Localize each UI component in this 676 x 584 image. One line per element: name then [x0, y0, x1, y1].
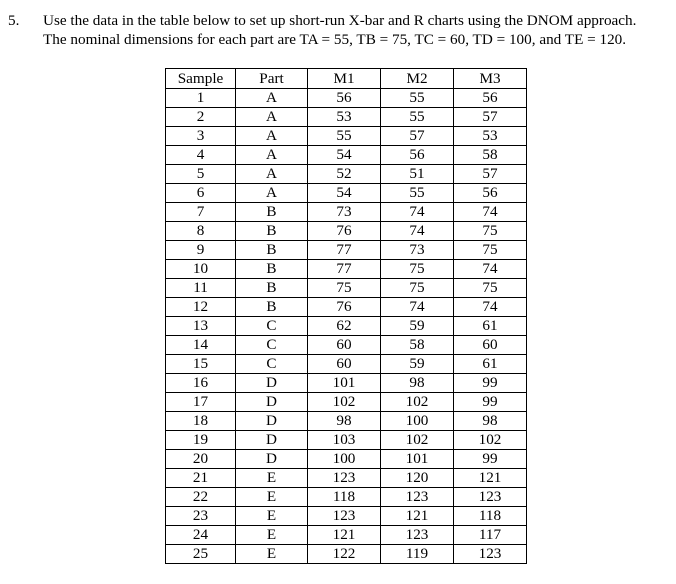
m1-cell: 52: [308, 165, 381, 184]
part-cell: A: [236, 146, 308, 165]
m2-cell: 59: [381, 317, 454, 336]
part-cell: D: [236, 431, 308, 450]
m1-cell: 121: [308, 526, 381, 545]
m2-cell: 55: [381, 89, 454, 108]
m1-cell: 60: [308, 336, 381, 355]
part-cell: A: [236, 108, 308, 127]
part-cell: C: [236, 355, 308, 374]
m1-cell: 103: [308, 431, 381, 450]
m1-cell: 76: [308, 222, 381, 241]
sample-cell: 7: [166, 203, 236, 222]
problem-text-line-2: The nominal dimensions for each part are TA = 55, TB = 75, TC = 60, TD = 100, and TE = 120.: [43, 31, 627, 48]
m2-cell: 75: [381, 279, 454, 298]
table-row: [166, 450, 527, 469]
sample-cell: 1: [166, 89, 236, 108]
m1-cell: 75: [308, 279, 381, 298]
part-cell: A: [236, 89, 308, 108]
table-row: [166, 507, 527, 526]
m3-cell: 58: [454, 146, 527, 165]
part-cell: B: [236, 203, 308, 222]
m2-cell: 74: [381, 203, 454, 222]
sample-cell: 8: [166, 222, 236, 241]
m3-cell: 75: [454, 241, 527, 260]
part-cell: D: [236, 412, 308, 431]
sample-cell: 19: [166, 431, 236, 450]
m3-cell: 99: [454, 393, 527, 412]
m1-cell: 101: [308, 374, 381, 393]
m2-cell: 74: [381, 222, 454, 241]
table-row: [166, 393, 527, 412]
table-row: [166, 526, 527, 545]
table-row: [166, 165, 527, 184]
column-header-m3: M3: [454, 69, 527, 89]
m1-cell: 123: [308, 507, 381, 526]
column-header-m2: M2: [381, 69, 454, 89]
m3-cell: 98: [454, 412, 527, 431]
part-cell: D: [236, 393, 308, 412]
m3-cell: 60: [454, 336, 527, 355]
part-cell: E: [236, 469, 308, 488]
m3-cell: 56: [454, 89, 527, 108]
part-cell: E: [236, 545, 308, 564]
column-header-sample: Sample: [166, 69, 236, 89]
sample-cell: 3: [166, 127, 236, 146]
problem-number: 5.: [8, 12, 20, 29]
table-row: [166, 412, 527, 431]
m1-cell: 55: [308, 127, 381, 146]
m1-cell: 98: [308, 412, 381, 431]
m3-cell: 123: [454, 488, 527, 507]
part-cell: B: [236, 279, 308, 298]
table-row: [166, 146, 527, 165]
table-body: [166, 89, 527, 564]
table-row: [166, 317, 527, 336]
table-row: [166, 298, 527, 317]
part-cell: A: [236, 165, 308, 184]
sample-cell: 23: [166, 507, 236, 526]
m2-cell: 55: [381, 108, 454, 127]
m3-cell: 57: [454, 108, 527, 127]
m3-cell: 75: [454, 279, 527, 298]
m3-cell: 121: [454, 469, 527, 488]
m2-cell: 55: [381, 184, 454, 203]
sample-cell: 18: [166, 412, 236, 431]
table-row: [166, 336, 527, 355]
m2-cell: 59: [381, 355, 454, 374]
part-cell: C: [236, 336, 308, 355]
m1-cell: 123: [308, 469, 381, 488]
m3-cell: 99: [454, 450, 527, 469]
table-row: [166, 108, 527, 127]
part-cell: B: [236, 222, 308, 241]
table-row: [166, 241, 527, 260]
table-row: [166, 203, 527, 222]
column-header-part: Part: [236, 69, 308, 89]
m1-cell: 118: [308, 488, 381, 507]
m3-cell: 74: [454, 203, 527, 222]
m1-cell: 77: [308, 260, 381, 279]
m3-cell: 118: [454, 507, 527, 526]
m2-cell: 123: [381, 488, 454, 507]
part-cell: E: [236, 526, 308, 545]
table-row: [166, 260, 527, 279]
part-cell: C: [236, 317, 308, 336]
m2-cell: 75: [381, 260, 454, 279]
m3-cell: 53: [454, 127, 527, 146]
m2-cell: 123: [381, 526, 454, 545]
sample-cell: 25: [166, 545, 236, 564]
data-table: [165, 68, 527, 564]
m2-cell: 74: [381, 298, 454, 317]
m2-cell: 56: [381, 146, 454, 165]
m3-cell: 75: [454, 222, 527, 241]
problem-text: [43, 11, 636, 49]
table-row: [166, 279, 527, 298]
sample-cell: 9: [166, 241, 236, 260]
sample-cell: 20: [166, 450, 236, 469]
m3-cell: 56: [454, 184, 527, 203]
sample-cell: 12: [166, 298, 236, 317]
m2-cell: 121: [381, 507, 454, 526]
m1-cell: 77: [308, 241, 381, 260]
sample-cell: 17: [166, 393, 236, 412]
table-row: [166, 431, 527, 450]
sample-cell: 21: [166, 469, 236, 488]
sample-cell: 14: [166, 336, 236, 355]
table-row: [166, 127, 527, 146]
m1-cell: 102: [308, 393, 381, 412]
m1-cell: 54: [308, 184, 381, 203]
sample-cell: 13: [166, 317, 236, 336]
sample-cell: 16: [166, 374, 236, 393]
m2-cell: 51: [381, 165, 454, 184]
part-cell: E: [236, 507, 308, 526]
m1-cell: 122: [308, 545, 381, 564]
m2-cell: 57: [381, 127, 454, 146]
m3-cell: 123: [454, 545, 527, 564]
part-cell: A: [236, 127, 308, 146]
m2-cell: 120: [381, 469, 454, 488]
m3-cell: 61: [454, 355, 527, 374]
m2-cell: 73: [381, 241, 454, 260]
table-row: [166, 374, 527, 393]
sample-cell: 5: [166, 165, 236, 184]
table-row: [166, 89, 527, 108]
sample-cell: 11: [166, 279, 236, 298]
m3-cell: 102: [454, 431, 527, 450]
m1-cell: 73: [308, 203, 381, 222]
sample-cell: 6: [166, 184, 236, 203]
m3-cell: 117: [454, 526, 527, 545]
sample-cell: 2: [166, 108, 236, 127]
part-cell: E: [236, 488, 308, 507]
m1-cell: 56: [308, 89, 381, 108]
m3-cell: 74: [454, 260, 527, 279]
part-cell: D: [236, 450, 308, 469]
part-cell: B: [236, 298, 308, 317]
part-cell: B: [236, 241, 308, 260]
problem-text-line-1: Use the data in the table below to set up short-run X-bar and R charts using the DNOM approach.: [43, 12, 637, 29]
sample-cell: 22: [166, 488, 236, 507]
m2-cell: 102: [381, 431, 454, 450]
m1-cell: 76: [308, 298, 381, 317]
m2-cell: 101: [381, 450, 454, 469]
m3-cell: 99: [454, 374, 527, 393]
m3-cell: 61: [454, 317, 527, 336]
table-row: [166, 355, 527, 374]
sample-cell: 4: [166, 146, 236, 165]
m2-cell: 98: [381, 374, 454, 393]
m1-cell: 53: [308, 108, 381, 127]
sample-cell: 15: [166, 355, 236, 374]
table-row: [166, 222, 527, 241]
sample-cell: 10: [166, 260, 236, 279]
m1-cell: 100: [308, 450, 381, 469]
m2-cell: 102: [381, 393, 454, 412]
m3-cell: 74: [454, 298, 527, 317]
sample-cell: 24: [166, 526, 236, 545]
m1-cell: 60: [308, 355, 381, 374]
part-cell: A: [236, 184, 308, 203]
table-row: [166, 488, 527, 507]
m2-cell: 58: [381, 336, 454, 355]
m1-cell: 62: [308, 317, 381, 336]
m1-cell: 54: [308, 146, 381, 165]
table-header-row: [166, 69, 527, 89]
table-row: [166, 469, 527, 488]
m2-cell: 119: [381, 545, 454, 564]
column-header-m1: M1: [308, 69, 381, 89]
part-cell: B: [236, 260, 308, 279]
table-row: [166, 184, 527, 203]
table-row: [166, 545, 527, 564]
m3-cell: 57: [454, 165, 527, 184]
m2-cell: 100: [381, 412, 454, 431]
part-cell: D: [236, 374, 308, 393]
